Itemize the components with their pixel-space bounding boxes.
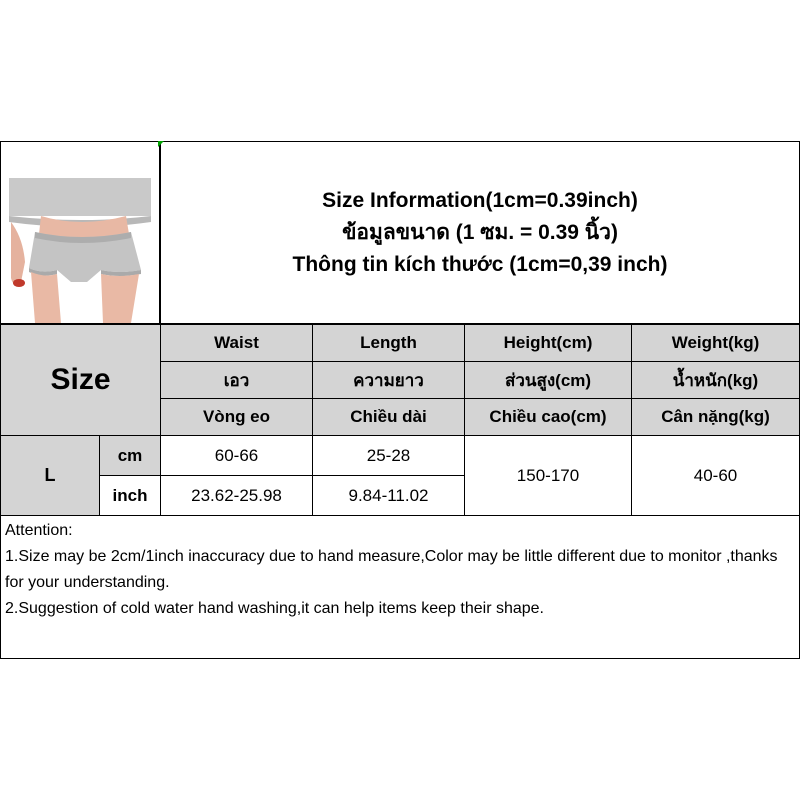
- waist-inch-value: 23.62-25.98: [160, 475, 313, 516]
- header-height-en: Height(cm): [464, 324, 632, 362]
- length-inch-value: 9.84-11.02: [312, 475, 465, 516]
- product-photo: [0, 141, 160, 324]
- header-height-vi: Chiều cao(cm): [464, 398, 632, 436]
- attention-notes: [0, 515, 800, 659]
- header-length-th: ความยาว: [312, 361, 465, 399]
- shorts-model-image: [1, 142, 159, 323]
- header-waist-en: Waist: [160, 324, 313, 362]
- unit-inch: inch: [99, 475, 161, 516]
- size-header: Size: [0, 324, 161, 436]
- header-weight-th: น้ำหนัก(kg): [631, 361, 800, 399]
- weight-value: 40-60: [631, 435, 800, 516]
- length-cm-value: 25-28: [312, 435, 465, 476]
- unit-cm: cm: [99, 435, 161, 476]
- header-height-th: ส่วนสูง(cm): [464, 361, 632, 399]
- header-weight-vi: Cân nặng(kg): [631, 398, 800, 436]
- title-block: [160, 141, 800, 324]
- title-vietnamese: Thông tin kích thước (1cm=0,39 inch): [292, 252, 668, 276]
- attention-item-1: 1.Size may be 2cm/1inch inaccuracy due to hand measure,Color may be little different due to monitor ,thanks for your understanding.: [5, 548, 778, 591]
- header-waist-vi: Vòng eo: [160, 398, 313, 436]
- corner-marker: [158, 141, 164, 147]
- title-english: Size Information(1cm=0.39inch): [322, 188, 638, 212]
- size-value-l: L: [0, 435, 100, 516]
- waist-cm-value: 60-66: [160, 435, 313, 476]
- header-waist-th: เอว: [160, 361, 313, 399]
- height-value: 150-170: [464, 435, 632, 516]
- header-length-en: Length: [312, 324, 465, 362]
- header-length-vi: Chiều dài: [312, 398, 465, 436]
- title-thai: ข้อมูลขนาด (1 ซม. = 0.39 นิ้ว): [342, 220, 618, 244]
- size-chart: [0, 141, 800, 659]
- attention-heading: Attention:: [5, 522, 73, 539]
- header-weight-en: Weight(kg): [631, 324, 800, 362]
- attention-item-2: 2.Suggestion of cold water hand washing,it can help items keep their shape.: [5, 600, 544, 617]
